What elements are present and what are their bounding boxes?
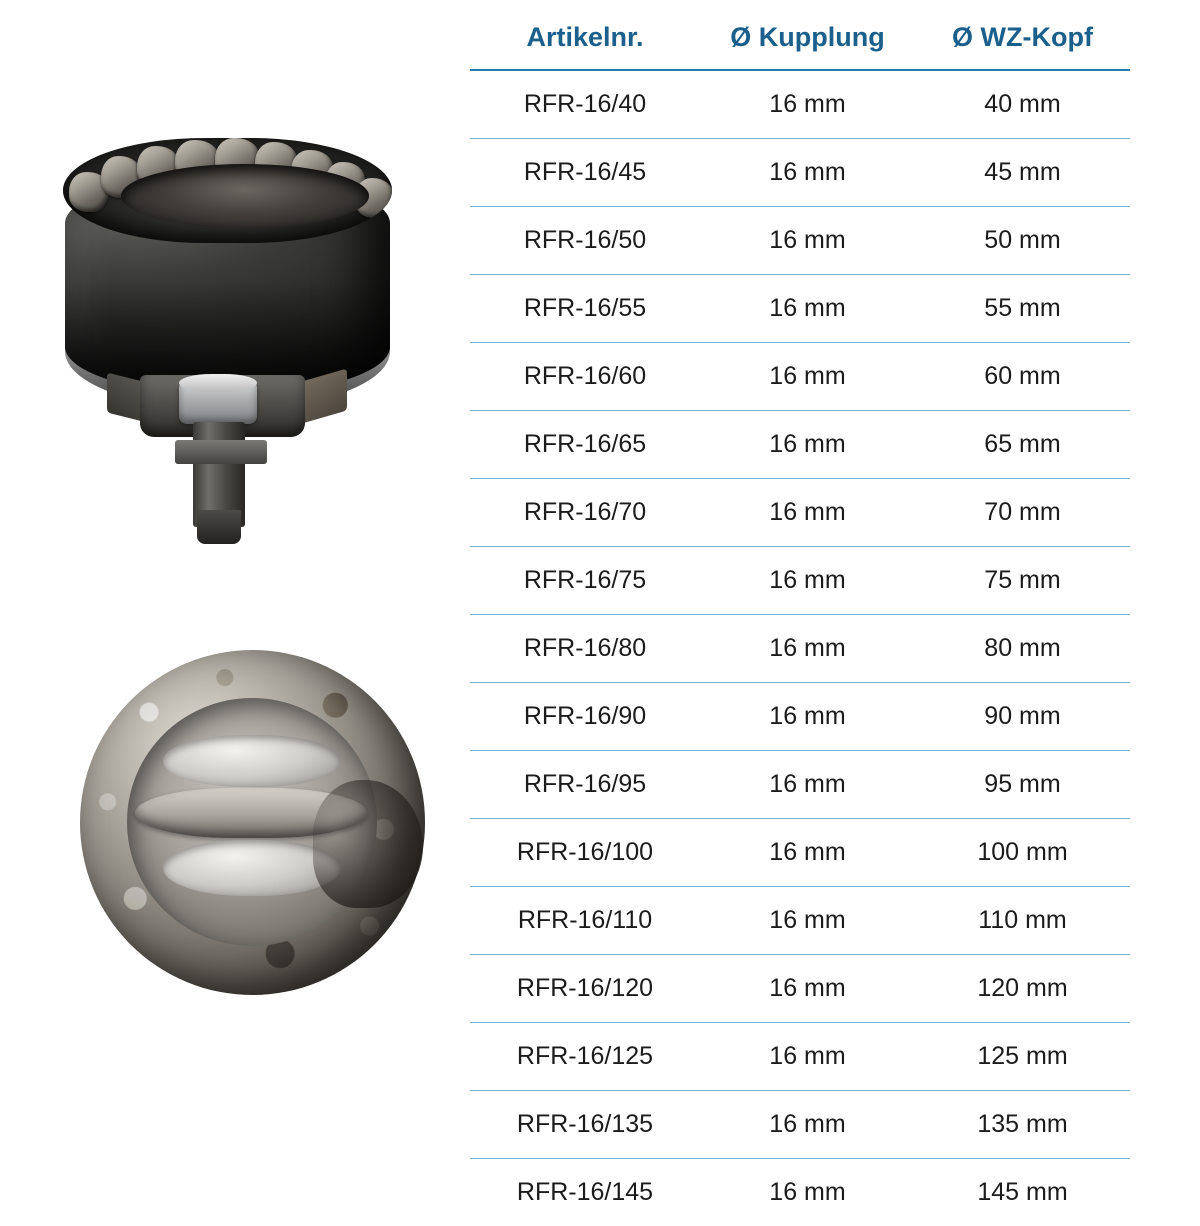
- cell-head-diameter: 55 mm: [915, 275, 1130, 343]
- cell-head-diameter: 145 mm: [915, 1159, 1130, 1226]
- cell-head-diameter: 135 mm: [915, 1091, 1130, 1159]
- table-row: [470, 343, 1130, 411]
- table-row: [470, 1023, 1130, 1091]
- cell-article-number: RFR-16/135: [470, 1091, 700, 1159]
- table-row: [470, 70, 1130, 139]
- cell-coupling-diameter: 16 mm: [700, 343, 915, 411]
- cell-article-number: RFR-16/70: [470, 479, 700, 547]
- cell-coupling-diameter: 16 mm: [700, 275, 915, 343]
- worn-carbide-crown-bottom-view-photo: [55, 640, 455, 1040]
- cell-head-diameter: 125 mm: [915, 1023, 1130, 1091]
- cell-head-diameter: 40 mm: [915, 70, 1130, 139]
- cell-head-diameter: 65 mm: [915, 411, 1130, 479]
- cell-article-number: RFR-16/100: [470, 819, 700, 887]
- bit-inner-bore: [121, 164, 369, 228]
- cell-coupling-diameter: 16 mm: [700, 683, 915, 751]
- table-row: [470, 955, 1130, 1023]
- bit-crown-ring: [63, 138, 392, 243]
- cell-head-diameter: 70 mm: [915, 479, 1130, 547]
- cell-article-number: RFR-16/50: [470, 207, 700, 275]
- table-body: [470, 70, 1130, 1226]
- cell-coupling-diameter: 16 mm: [700, 1023, 915, 1091]
- cell-head-diameter: 45 mm: [915, 139, 1130, 207]
- product-image-column: [0, 0, 470, 1200]
- cell-article-number: RFR-16/45: [470, 139, 700, 207]
- cell-coupling-diameter: 16 mm: [700, 479, 915, 547]
- table-row: [470, 615, 1130, 683]
- core-drill-bit-with-carbide-crown-photo: [45, 130, 415, 550]
- table-row: [470, 819, 1130, 887]
- crown-slot-top: [163, 735, 341, 787]
- cell-head-diameter: 80 mm: [915, 615, 1130, 683]
- cell-article-number: RFR-16/120: [470, 955, 700, 1023]
- cell-coupling-diameter: 16 mm: [700, 411, 915, 479]
- cell-coupling-diameter: 16 mm: [700, 547, 915, 615]
- cell-article-number: RFR-16/125: [470, 1023, 700, 1091]
- table-row: [470, 411, 1130, 479]
- cell-coupling-diameter: 16 mm: [700, 819, 915, 887]
- cell-coupling-diameter: 16 mm: [700, 751, 915, 819]
- table-row: [470, 275, 1130, 343]
- cell-article-number: RFR-16/40: [470, 70, 700, 139]
- cell-coupling-diameter: 16 mm: [700, 207, 915, 275]
- crown-shadow-edge: [313, 780, 423, 908]
- table-row: [470, 887, 1130, 955]
- bit-shank-collar: [175, 440, 267, 464]
- table-row: [470, 751, 1130, 819]
- table-row: [470, 479, 1130, 547]
- table-row: [470, 683, 1130, 751]
- cell-article-number: RFR-16/75: [470, 547, 700, 615]
- cell-head-diameter: 90 mm: [915, 683, 1130, 751]
- table-header-row: [470, 0, 1130, 70]
- cell-coupling-diameter: 16 mm: [700, 955, 915, 1023]
- cell-head-diameter: 75 mm: [915, 547, 1130, 615]
- cell-article-number: RFR-16/65: [470, 411, 700, 479]
- cell-coupling-diameter: 16 mm: [700, 887, 915, 955]
- table-row: [470, 547, 1130, 615]
- column-header-tool-head-diameter: Ø WZ-Kopf: [915, 0, 1130, 70]
- column-header-coupling-diameter: Ø Kupplung: [700, 0, 915, 70]
- cell-head-diameter: 100 mm: [915, 819, 1130, 887]
- table-row: [470, 1091, 1130, 1159]
- cell-article-number: RFR-16/55: [470, 275, 700, 343]
- cell-article-number: RFR-16/90: [470, 683, 700, 751]
- table-row: [470, 1159, 1130, 1226]
- cell-coupling-diameter: 16 mm: [700, 1159, 915, 1226]
- cell-article-number: RFR-16/60: [470, 343, 700, 411]
- cell-article-number: RFR-16/80: [470, 615, 700, 683]
- cell-article-number: RFR-16/145: [470, 1159, 700, 1226]
- cell-article-number: RFR-16/95: [470, 751, 700, 819]
- specification-table: [470, 0, 1130, 1226]
- cell-coupling-diameter: 16 mm: [700, 70, 915, 139]
- table-row: [470, 207, 1130, 275]
- bit-shank-tip: [197, 510, 241, 544]
- cell-head-diameter: 50 mm: [915, 207, 1130, 275]
- cell-head-diameter: 95 mm: [915, 751, 1130, 819]
- cell-head-diameter: 120 mm: [915, 955, 1130, 1023]
- cell-head-diameter: 110 mm: [915, 887, 1130, 955]
- cell-head-diameter: 60 mm: [915, 343, 1130, 411]
- specification-table-container: [470, 0, 1130, 1200]
- cell-article-number: RFR-16/110: [470, 887, 700, 955]
- column-header-article-number: Artikelnr.: [470, 0, 700, 70]
- cell-coupling-diameter: 16 mm: [700, 1091, 915, 1159]
- cell-coupling-diameter: 16 mm: [700, 615, 915, 683]
- table-row: [470, 139, 1130, 207]
- cell-coupling-diameter: 16 mm: [700, 139, 915, 207]
- bit-hex-nut-top: [179, 374, 257, 392]
